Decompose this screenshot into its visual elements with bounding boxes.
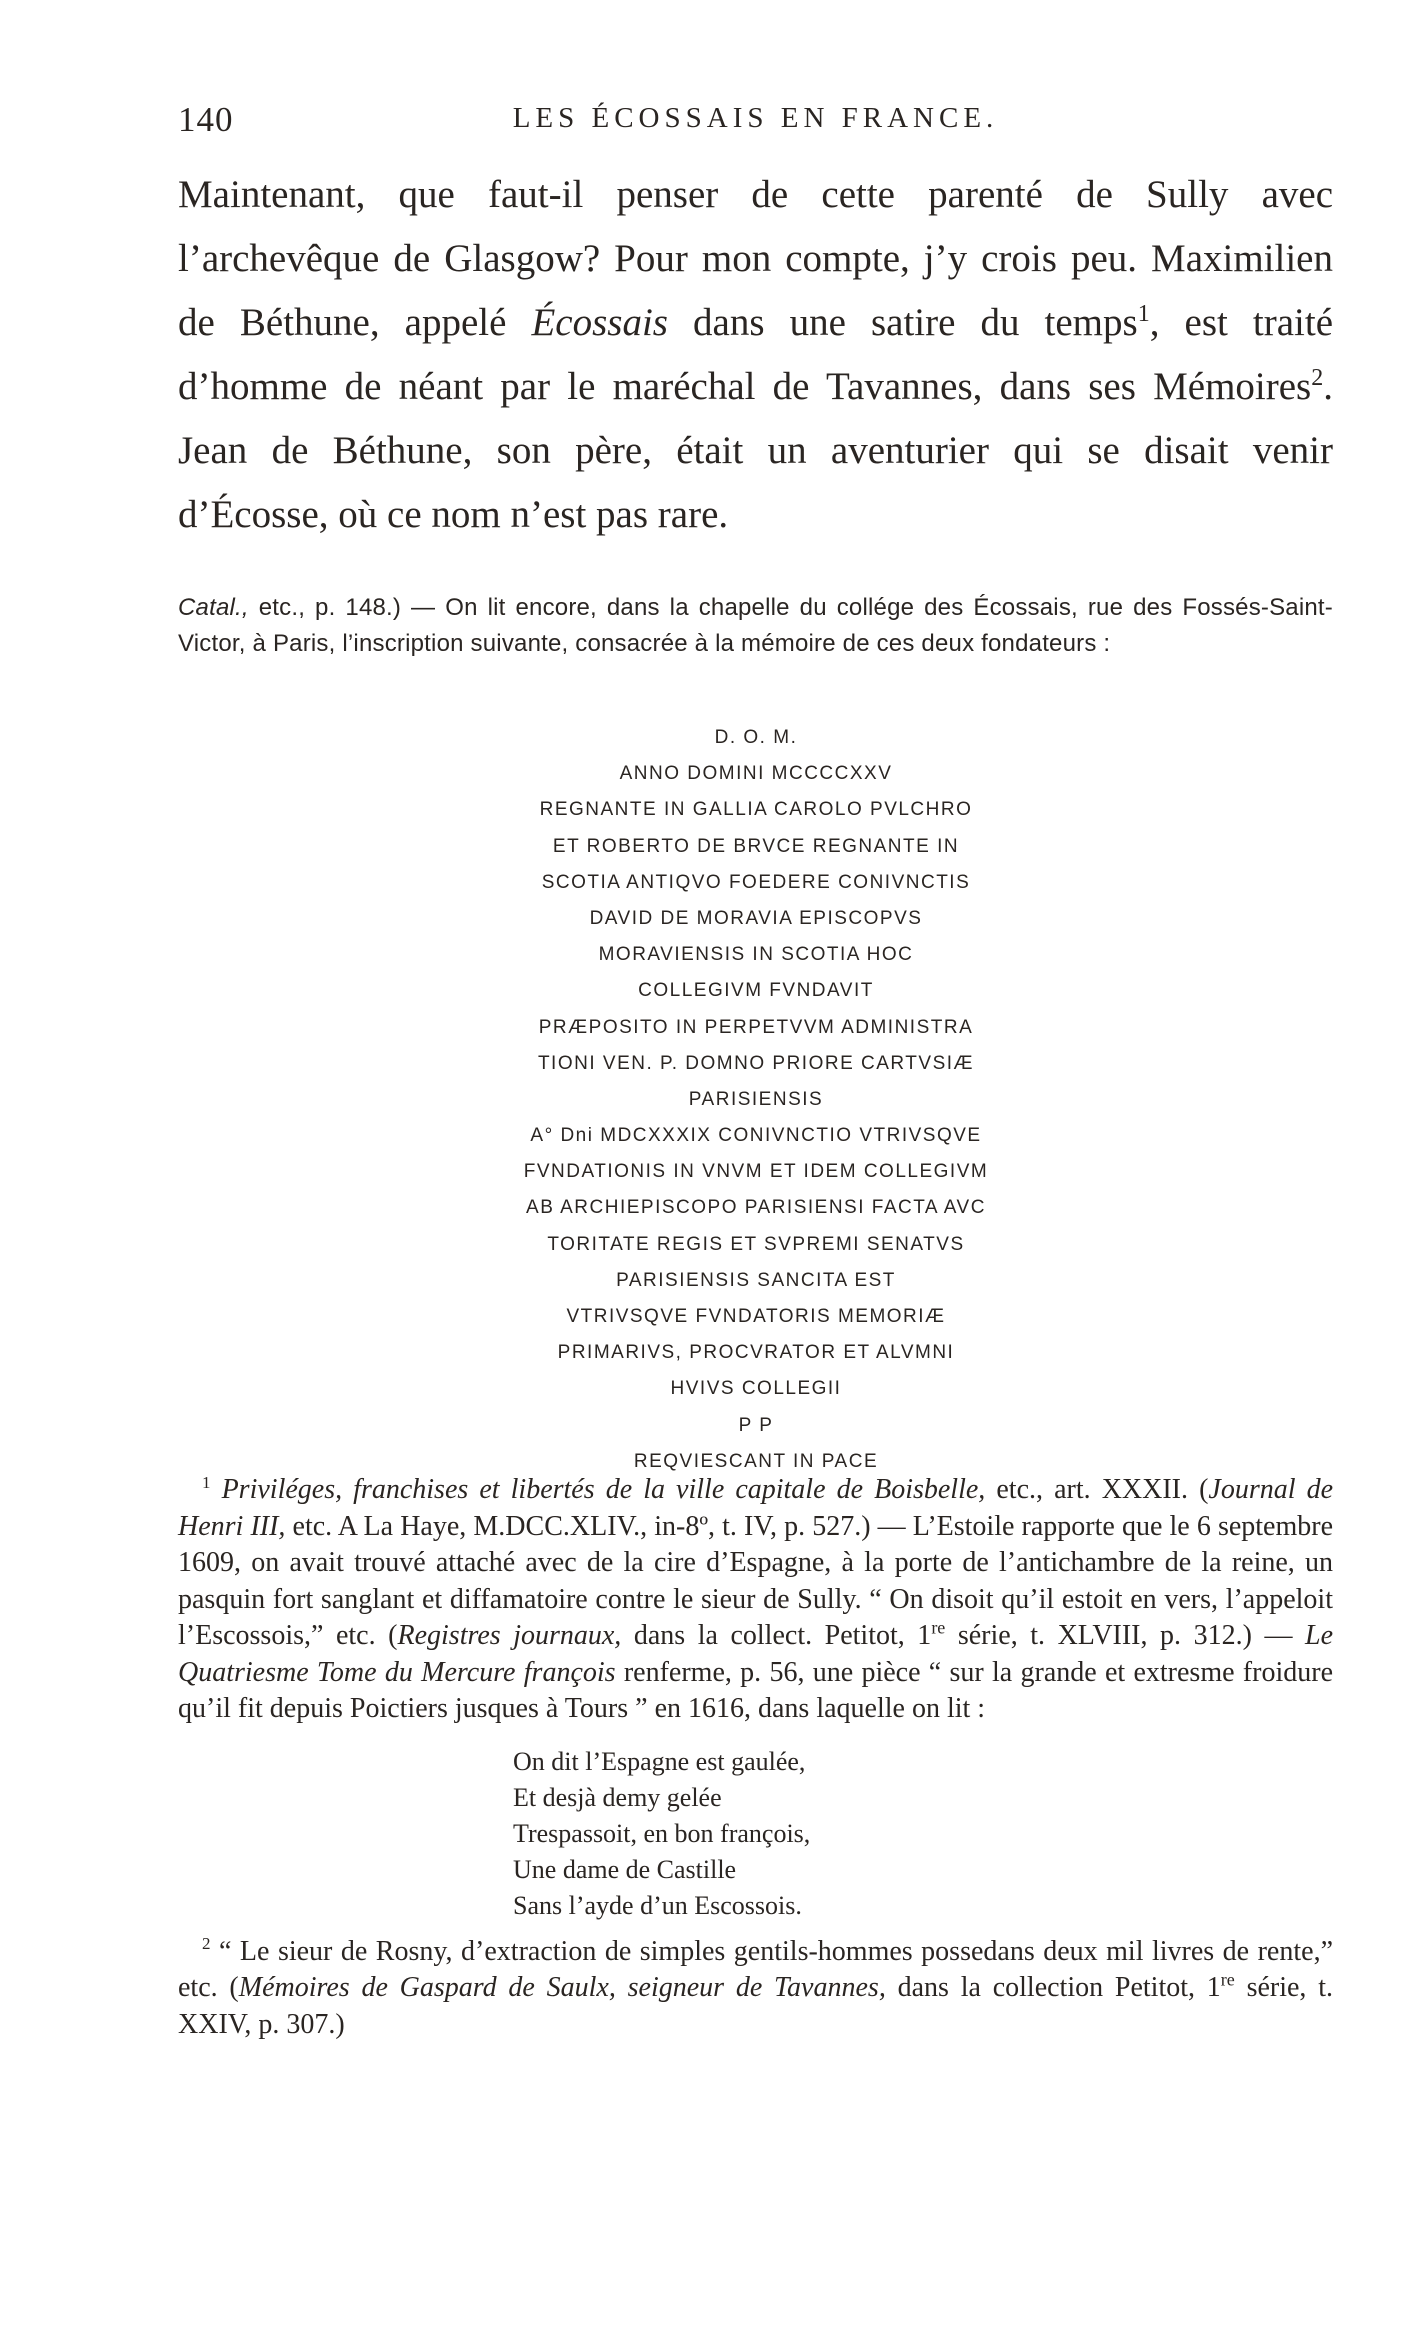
footnote-ref-1: 1 — [1137, 301, 1150, 327]
footnote-2-number: 2 — [202, 1934, 211, 1954]
footnote-1-superscript: re — [931, 1617, 946, 1638]
page-header — [178, 100, 1333, 150]
main-paragraph — [178, 163, 1333, 547]
footnote-1-italic-2: Journal de Henri III, — [178, 1474, 1334, 1542]
footnote-1-text-2: etc. A La Haye, M.DCC.XLIV., in-8º, t. IV, p. 527.) — L’Estoile rapporte que le 6 septembre 1609, on avait trouvé attaché avec de la cire d’Espagne, à la porte de l’antichambre de la reine, un pasquin fort sanglant et diffamatoire contre le sieur de Sully. “ On disoit qu’il estoit en vers, l’appeloit l’Escossois,” etc. ( — [178, 1510, 1334, 1651]
footnote-2-text-1: “ Le sieur de Rosny, d’extraction de simples gentils-hommes possedans deux mil livres de rente,” etc. ( — [178, 1935, 1333, 2003]
verse-line: Trespassoit, en bon françois, — [513, 1818, 811, 1848]
footnote-2-italic-1: Mémoires de Gaspard de Saulx, seigneur de Tavannes, — [238, 1972, 886, 2003]
footnote-1-text-3: dans la collect. Petitot, 1 — [621, 1620, 932, 1651]
verse-line: Et desjà demy gelée — [513, 1782, 722, 1812]
main-text-part-4: . Jean de Béthune, son père, était un aventurier qui se disait venir d’Écosse, où ce nom n’est pas rare. — [178, 365, 1333, 536]
footnote-1-text-3b: série, t. XLVIII, p. 312.) — — [945, 1620, 1306, 1651]
verse-line: Sans l’ayde d’un Escossois. — [513, 1890, 802, 1920]
inscription-line: PARISIENSIS — [688, 1088, 824, 1110]
page-number: 140 — [178, 100, 234, 139]
inscription-line: FVNDATIONIS IN VNVM ET IDEM COLLEGIVM — [523, 1161, 989, 1183]
inscription-line: VTRIVSQVE FVNDATORIS MEMORIÆ — [566, 1306, 946, 1327]
footnote-2-text-2: dans la collection Petitot, 1 — [885, 1972, 1221, 2003]
main-text-part-1: Maintenant, que faut-il penser de cette parenté de Sully avec l’archevêque de Glasgow? Pour mon compte, j’y crois peu. Maximilien de Béthune, appelé — [178, 173, 1333, 344]
continued-footnote — [178, 590, 1333, 662]
inscription-line: PRIMARIVS, PROCVRATOR ET ALVMNI — [557, 1342, 955, 1364]
verse-block — [513, 1744, 1333, 1924]
inscription-line: A° Dni MDCXXXIX CONIVNCTIO VTRIVSQVE — [530, 1125, 982, 1147]
continued-note-text: etc., p. 148.) — On lit encore, dans la chapelle du collége des Écossais, rue des Fossés-Saint-Victor, à Paris, l’inscription suivante, consacrée à la mémoire de ces deux fondateurs : — [178, 594, 1333, 657]
footnote-1 — [178, 1472, 1333, 1728]
main-text-italic-ecossais: Écossais — [531, 301, 668, 344]
inscription-line: REQVIESCANT IN PACE — [633, 1450, 879, 1472]
footnote-1-italic-3: Registres journaux, — [397, 1620, 622, 1651]
footnote-2-superscript: re — [1220, 1969, 1235, 1990]
inscription-line: HVIVS COLLEGII — [670, 1378, 842, 1400]
inscription-line: PRÆPOSITO IN PERPETVVM ADMINISTRA — [538, 1016, 974, 1038]
footnote-2 — [178, 1934, 1333, 2044]
inscription-line: SCOTIA ANTIQVO FOEDERE CONIVNCTIS — [541, 871, 971, 893]
inscription-line: REGNANTE IN GALLIA CAROLO PVLCHRO — [539, 799, 973, 821]
inscription-line: COLLEGIVM FVNDAVIT — [638, 980, 874, 1002]
footnote-2-text-2b: série, t. XXIV, p. 307.) — [178, 1972, 1333, 2040]
latin-inscription — [420, 720, 1092, 1480]
footnote-1-text-1: etc., art. XXXII. ( — [985, 1474, 1209, 1505]
inscription-line: D. O. M. — [714, 727, 798, 748]
inscription-line: ET ROBERTO DE BRVCE REGNANTE IN — [552, 835, 960, 857]
footnotes-section — [178, 1472, 1333, 2043]
footnote-1-number: 1 — [202, 1472, 211, 1492]
inscription-line: AB ARCHIEPISCOPO PARISIENSI FACTA AVC — [526, 1197, 986, 1219]
footnote-1-italic-1: Priviléges, franchises et libertés de la ville capitale de Boisbelle, — [221, 1474, 986, 1505]
inscription-line: TIONI VEN. P. DOMNO PRIORE CARTVSIÆ — [537, 1052, 975, 1074]
inscription-line: MORAVIENSIS IN SCOTIA HOC — [598, 944, 914, 966]
footnote-ref-2: 2 — [1311, 365, 1324, 391]
inscription-line: PARISIENSIS SANCITA EST — [616, 1269, 896, 1291]
verse-line: On dit l’Espagne est gaulée, — [513, 1746, 806, 1776]
inscription-line: P P — [738, 1414, 774, 1436]
inscription-line: ANNO DOMINI MCCCCXXV — [619, 763, 893, 785]
running-title: LES ÉCOSSAIS EN FRANCE. — [512, 102, 999, 134]
main-text-part-3: , est traité d’homme de néant par le maréchal de Tavannes, dans ses Mémoires — [178, 301, 1334, 408]
footnote-1-text-4: renferme, p. 56, une pièce “ sur la grande et extresme froidure qu’il fit depuis Poictiers jusques à Tours ” en 1616, dans laquelle on lit : — [178, 1656, 1333, 1724]
main-text-part-2: dans une satire du temps — [667, 301, 1138, 344]
verse-line: Une dame de Castille — [513, 1854, 737, 1884]
inscription-line: TORITATE REGIS ET SVPREMI SENATVS — [547, 1233, 965, 1255]
inscription-line: DAVID DE MORAVIA EPISCOPVS — [589, 907, 923, 929]
footnote-1-italic-4: Le Quatriesme Tome du Mercure françois — [178, 1620, 1334, 1688]
continued-note-italic: Catal., — [178, 594, 249, 621]
